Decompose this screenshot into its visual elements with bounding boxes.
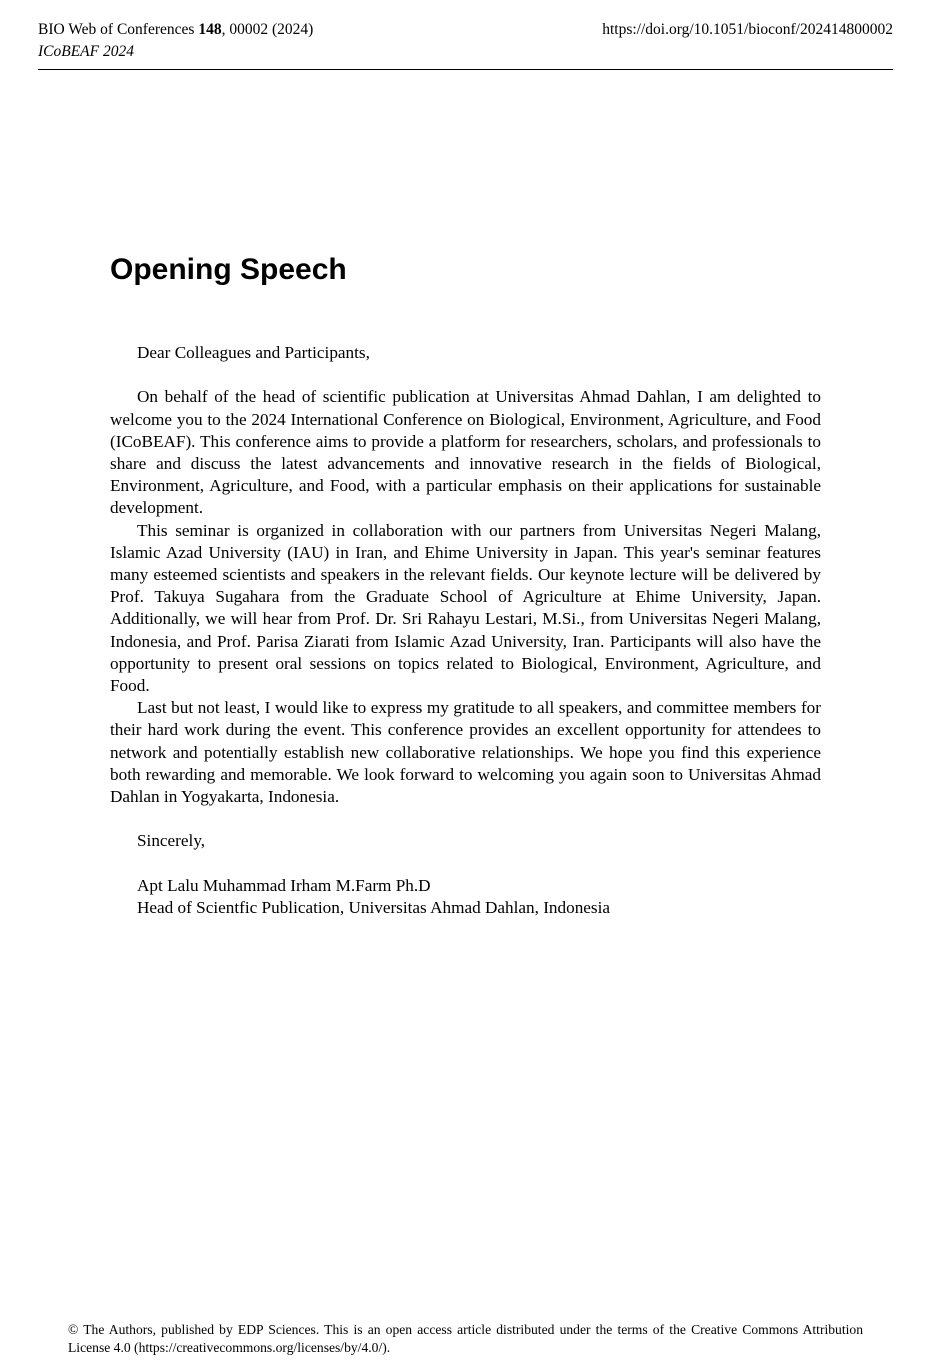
speech-body <box>110 342 821 919</box>
page-title: Opening Speech <box>110 253 347 286</box>
conference-name: ICoBEAF 2024 <box>38 43 134 60</box>
doi-link[interactable]: https://doi.org/10.1051/bioconf/202414800002 <box>602 21 893 38</box>
journal-name: BIO Web of Conferences <box>38 21 195 38</box>
journal-volume: 148 <box>198 21 222 38</box>
article-reference: , 00002 (2024) <box>221 21 314 38</box>
license-footer: © The Authors, published by EDP Sciences. This is an open access article distributed under the terms of the Creative Commons Attribution License 4.0 (https://creativecommons.org/licenses/by/4.0/). <box>68 1322 863 1355</box>
paragraph-3: Last but not least, I would like to express my gratitude to all speakers, and committee members for their hard work during the event. This conference provides an excellent opportunity for attendees to network and potentially establish new collaborative relationships. We hope you find this experience both rewarding and memorable. We look forward to welcoming you again soon to Universitas Ahmad Dahlan in Yogyakarta, Indonesia. <box>110 698 821 807</box>
paragraph-1: On behalf of the head of scientific publication at Universitas Ahmad Dahlan, I am delighted to welcome you to the 2024 International Conference on Biological, Environment, Agriculture, and Food (ICoBEAF). This conference aims to provide a platform for researchers, scholars, and professionals to share and discuss the latest advancements and innovative research in the fields of Biological, Environment, Agriculture, and Food, with a particular emphasis on their applications for sustainable development. <box>110 387 821 518</box>
journal-citation <box>38 19 313 41</box>
salutation: Dear Colleagues and Participants, <box>137 343 370 362</box>
signatory-name: Apt Lalu Muhammad Irham M.Farm Ph.D <box>137 875 431 895</box>
closing: Sincerely, <box>137 831 206 851</box>
signatory-position: Head of Scientfic Publication, Universitas Ahmad Dahlan, Indonesia <box>137 898 611 918</box>
running-header <box>38 19 893 70</box>
paragraph-2: This seminar is organized in collaboration with our partners from Universitas Negeri Malang, Islamic Azad University (IAU) in Iran, and Ehime University in Japan. This year's seminar features many esteemed scientists and speakers in the relevant fields. Our keynote lecture will be delivered by Prof. Takuya Sugahara from the Graduate School of Agriculture at Ehime University, Japan. Additionally, we will hear from Prof. Dr. Sri Rahayu Lestari, M.Si., from Universitas Negeri Malang, Indonesia, and Prof. Parisa Ziarati from Islamic Azad University, Iran. Participants will also have the opportunity to present oral sessions on topics related to Biological, Environment, Agriculture, and Food. <box>110 520 821 696</box>
